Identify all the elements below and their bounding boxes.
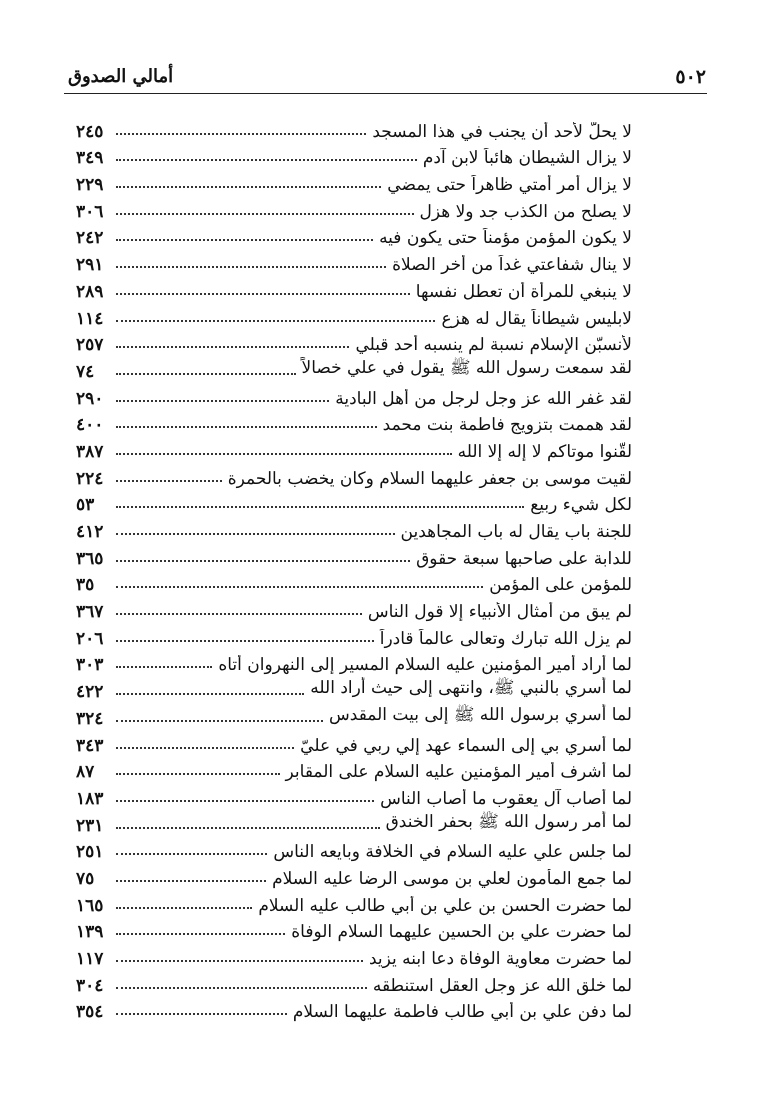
entry-text: لما أسري برسول الله ﷺ إلى بيت المقدس — [329, 704, 632, 725]
entry-text: لما جمع المأمون لعلي بن موسى الرضا عليه السلام — [272, 868, 632, 889]
entry-page-number: ٢٨٩ — [76, 281, 104, 302]
leader-dots — [116, 693, 304, 695]
index-entry — [76, 195, 632, 222]
entry-page-number: ٥٣ — [76, 495, 95, 516]
leader-dots — [116, 907, 252, 909]
leader-dots — [116, 506, 524, 508]
index-entry — [76, 168, 632, 195]
entry-page-number: ٧٥ — [76, 868, 95, 889]
index-entry — [76, 729, 632, 756]
index-entry — [76, 355, 632, 382]
entry-text: لما خلق الله عز وجل العقل استنطقه — [372, 975, 632, 996]
entry-page-number: ٢٣١ — [76, 815, 104, 836]
leader-dots — [116, 133, 366, 135]
leader-dots — [116, 266, 386, 268]
book-title: أمالي الصدوق — [68, 66, 174, 87]
leader-dots — [116, 159, 417, 161]
entry-page-number: ٣٨٧ — [76, 441, 104, 462]
entry-text: لما جلس علي عليه السلام في الخلافة وبايعه الناس — [273, 842, 632, 863]
index-entry — [76, 675, 632, 702]
index-entry — [76, 649, 632, 676]
entry-text: لما حضرت الحسن بن علي بن أبي طالب عليه السلام — [258, 895, 632, 916]
header-divider — [64, 93, 707, 94]
index-entry — [76, 435, 632, 462]
entry-text: لم يبق من أمثال الأنبياء إلا قول الناس — [367, 602, 632, 623]
leader-dots — [116, 853, 267, 855]
entry-page-number: ٣٢٤ — [76, 708, 104, 729]
index-entry — [76, 462, 632, 489]
entry-text: لما أراد أمير المؤمنين عليه السلام المسير إلى النهروان أتاه — [218, 655, 632, 676]
index-entry — [76, 382, 632, 409]
index-entry — [76, 996, 632, 1023]
entry-page-number: ٢٤٢ — [76, 228, 104, 249]
entry-page-number: ٢٥١ — [76, 842, 104, 863]
entry-text: لا ينال شفاعتي غداً من أخر الصلاة — [392, 255, 632, 276]
entry-text: لقد هممت بتزويج فاطمة بنت محمد — [382, 415, 632, 436]
entry-page-number: ٣٠٣ — [76, 655, 104, 676]
leader-dots — [116, 880, 266, 882]
entry-text: لأنسبّن الإسلام نسبة لم ينسبه أحد قبلي — [355, 335, 632, 356]
entry-text: للدابة على صاحبها سبعة حقوق — [416, 548, 632, 569]
index-entry — [76, 248, 632, 275]
entry-page-number: ١١٤ — [76, 308, 104, 329]
entry-text: للجنة باب يقال له باب المجاهدين — [400, 522, 632, 542]
index-entry — [76, 942, 632, 969]
entry-text: لما أسري بالنبي ﷺ، وانتهى إلى حيث أراد الله — [310, 678, 632, 699]
index-entry — [76, 569, 632, 596]
leader-dots — [116, 560, 410, 562]
entry-text: لقد سمعت رسول الله ﷺ يقول في علي خصالاً — [301, 357, 632, 378]
leader-dots — [116, 426, 377, 428]
leader-dots — [116, 827, 380, 829]
leader-dots — [116, 480, 222, 482]
entry-page-number: ١٦٥ — [76, 895, 104, 916]
entry-text: لا يزال أمر أمتي ظاهراً حتى يمضي — [387, 175, 632, 196]
entry-page-number: ٣٠٦ — [76, 201, 104, 222]
entry-text: لما دفن علي بن أبي طالب فاطمة عليهما السلام — [292, 1002, 632, 1023]
entry-page-number: ٢٤٥ — [76, 121, 104, 142]
leader-dots — [116, 346, 349, 348]
index-entry — [76, 142, 632, 169]
leader-dots — [116, 666, 212, 668]
entry-text: لقيت موسى بن جعفر عليهما السلام وكان يخضب بالحمرة — [227, 468, 632, 489]
index-entry — [76, 302, 632, 329]
index-entry — [76, 275, 632, 302]
leader-dots — [116, 720, 323, 722]
index-entry — [76, 809, 632, 836]
entry-text: لقد غفر الله عز وجل لرجل من أهل البادية — [335, 388, 632, 409]
entry-text: لقّنوا موتاكم لا إله إلا الله — [457, 441, 632, 462]
entry-page-number: ٢٩١ — [76, 255, 104, 276]
entry-page-number: ٢٥٧ — [76, 335, 104, 356]
leader-dots — [116, 747, 294, 749]
entry-page-number: ٤٢٢ — [76, 682, 104, 703]
entry-page-number: ٨٧ — [76, 762, 95, 783]
entry-text: لما أصاب آل يعقوب ما أصاب الناس — [380, 788, 632, 809]
leader-dots — [116, 1013, 287, 1015]
entry-page-number: ٣٥٤ — [76, 1002, 104, 1023]
index-list — [76, 115, 632, 1022]
leader-dots — [116, 773, 280, 775]
entry-text: لا ينبغي للمرأة أن تعطل نفسها — [415, 281, 632, 302]
page-header — [68, 62, 706, 92]
entry-page-number: ٣٦٥ — [76, 548, 104, 569]
entry-page-number: ٢٩٠ — [76, 388, 104, 409]
index-entry — [76, 489, 632, 516]
leader-dots — [116, 800, 374, 802]
leader-dots — [116, 453, 452, 455]
entry-text: لا يصلح من الكذب جد ولا هزل — [419, 201, 632, 222]
entry-text: لابليس شيطاناً يقال له هزع — [441, 308, 632, 329]
index-entry — [76, 889, 632, 916]
leader-dots — [116, 960, 363, 962]
entry-page-number: ١١٧ — [76, 949, 104, 969]
index-entry — [76, 862, 632, 889]
leader-dots — [116, 613, 362, 615]
index-entry — [76, 409, 632, 436]
entry-page-number: ١٨٣ — [76, 788, 104, 809]
entry-text: لما أسري بي إلى السماء عهد إلي ربي في عليّ — [300, 735, 632, 756]
index-entry — [76, 622, 632, 649]
entry-page-number: ٢٢٤ — [76, 468, 104, 489]
leader-dots — [116, 320, 435, 322]
leader-dots — [116, 533, 395, 535]
entry-page-number: ٣٤٩ — [76, 148, 104, 169]
leader-dots — [116, 213, 414, 215]
index-entry — [76, 595, 632, 622]
entry-text: لا يكون المؤمن مؤمناً حتى يكون فيه — [379, 228, 632, 249]
page-number: ٥٠٢ — [675, 66, 706, 88]
leader-dots — [116, 400, 329, 402]
entry-text: لما أمر رسول الله ﷺ بحفر الخندق — [385, 811, 632, 832]
entry-text: للمؤمن على المؤمن — [489, 575, 632, 596]
index-entry — [76, 969, 632, 996]
entry-page-number: ٣٠٤ — [76, 975, 104, 996]
index-entry — [76, 836, 632, 863]
leader-dots — [116, 987, 367, 989]
index-entry — [76, 115, 632, 142]
entry-page-number: ٧٤ — [76, 361, 95, 382]
index-entry — [76, 222, 632, 249]
entry-text: لما حضرت معاوية الوفاة دعا ابنه يزيد — [368, 949, 632, 969]
entry-page-number: ٤١٢ — [76, 522, 104, 542]
entry-text: لا يزال الشيطان هائباً لابن آدم — [422, 148, 632, 169]
index-entry — [76, 702, 632, 729]
entry-text: لما حضرت علي بن الحسين عليهما السلام الوفاة — [291, 922, 632, 943]
entry-text: لا يحلّ لأحد أن يجنب في هذا المسجد — [372, 121, 632, 142]
leader-dots — [116, 640, 374, 642]
leader-dots — [116, 933, 285, 935]
entry-text: لم يزل الله تبارك وتعالى عالماً قادراً — [379, 628, 632, 649]
index-entry — [76, 542, 632, 569]
leader-dots — [116, 586, 483, 588]
entry-page-number: ٢٢٩ — [76, 175, 104, 196]
entry-page-number: ٣٤٣ — [76, 735, 104, 756]
leader-dots — [116, 293, 410, 295]
leader-dots — [116, 373, 296, 375]
index-entry — [76, 329, 632, 356]
entry-page-number: ٣٥ — [76, 575, 95, 596]
index-entry — [76, 782, 632, 809]
leader-dots — [116, 186, 381, 188]
index-entry — [76, 756, 632, 783]
entry-page-number: ٤٠٠ — [76, 415, 104, 436]
entry-text: لكل شيء ربيع — [530, 495, 632, 516]
leader-dots — [116, 239, 373, 241]
index-entry — [76, 515, 632, 542]
entry-page-number: ٣٦٧ — [76, 602, 104, 623]
entry-text: لما أشرف أمير المؤمنين عليه السلام على المقابر — [285, 762, 632, 783]
entry-page-number: ١٣٩ — [76, 922, 104, 943]
index-entry — [76, 916, 632, 943]
entry-page-number: ٢٠٦ — [76, 628, 104, 649]
